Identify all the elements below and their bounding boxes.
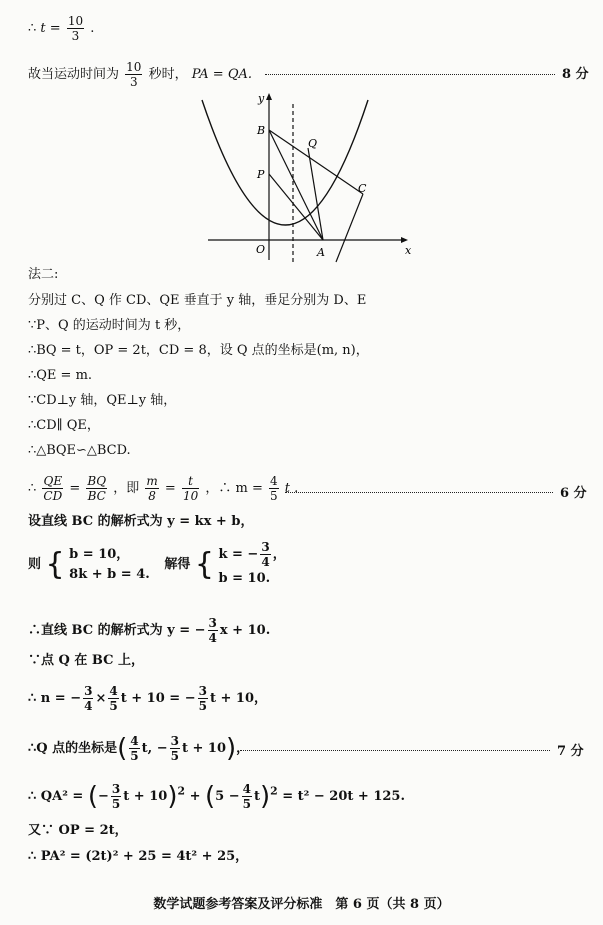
therefore-sign: ∴: [28, 21, 37, 36]
fraction-den: 3: [129, 75, 138, 89]
line-perpendicular: ∵CD⊥y 轴，QE⊥y 轴，: [28, 393, 177, 408]
comma: ，: [236, 741, 250, 756]
fraction-den: 5: [242, 797, 251, 811]
y-axis-arrow: [266, 93, 272, 100]
fraction-den: 3: [71, 29, 80, 43]
score-leader-6: [285, 492, 553, 493]
fraction-10-3: [67, 14, 84, 43]
ratio-sep-text: ，∴ m =: [205, 481, 263, 496]
fraction-3-4: [260, 540, 270, 569]
fraction-num: QE: [43, 474, 63, 488]
fraction-den: BC: [87, 489, 106, 503]
line-construct: 分别过 C、Q 作 CD、QE 垂直于 y 轴，垂足分别为 D、E: [28, 293, 367, 308]
label-A: A: [317, 246, 325, 259]
comma: ，: [272, 547, 286, 562]
equals-sign: =: [164, 481, 176, 496]
n-pre: ∴ n = −: [28, 691, 82, 706]
fraction-4-5: [269, 474, 279, 503]
fraction-3-4-b: [208, 616, 218, 645]
fraction-num: 10: [67, 14, 84, 28]
solution-b: b = 10.: [218, 571, 271, 586]
fraction-den: 8: [148, 489, 156, 503]
line-motion-time: ∵P、Q 的运动时间为 t 秒，: [28, 318, 191, 333]
fraction-num: 4: [130, 734, 139, 748]
line-t-value: [28, 14, 94, 43]
fraction-m-8: [145, 474, 158, 503]
fraction-den: 5: [270, 489, 278, 503]
q-coord-end: t + 10: [181, 741, 226, 756]
label-x: x: [405, 244, 412, 257]
equals-sign: =: [49, 21, 61, 36]
q-coord-pre: ∴Q 点的坐标是: [28, 741, 118, 756]
n-mid: t + 10 = −: [120, 691, 196, 706]
bc-expr-text: ∴直线 BC 的解析式为 y = −: [28, 623, 206, 638]
score-6: 6 分: [560, 486, 587, 501]
line-lengths: ∴BQ = t，OP = 2t，CD = 8，设 Q 点的坐标是(m, n)，: [28, 343, 369, 358]
q-coord-mid: t, −: [141, 741, 168, 756]
fraction-den: CD: [43, 489, 63, 503]
fraction-b: [108, 684, 118, 713]
right-paren: ): [260, 781, 271, 812]
fraction-num: 3: [208, 616, 217, 630]
qa-p1b: t + 10: [123, 789, 168, 804]
then-text: 则: [28, 557, 42, 572]
solve-text: 解得: [164, 557, 191, 572]
system-eq1: b = 10，: [69, 546, 130, 562]
left-brace-solution: {: [194, 546, 214, 582]
line-QE: ∴QE = m.: [28, 368, 93, 383]
line-QA-squared: [28, 782, 405, 811]
fraction-4-5-d: [242, 782, 252, 811]
fraction-num: 10: [126, 60, 142, 74]
square-sup: 2: [270, 784, 278, 798]
therefore-sign: ∴: [28, 481, 37, 496]
fraction-num: 3: [170, 734, 179, 748]
qa-p2a: 5 −: [215, 789, 240, 804]
fraction-4-5-c: [129, 734, 139, 763]
line-similar: ∴△BQE∽△BCD.: [28, 443, 131, 458]
ratio-end: t .: [284, 481, 299, 496]
line-ratio: [28, 474, 298, 503]
qa-end: = t² − 20t + 125.: [282, 789, 405, 804]
label-y: y: [258, 92, 265, 105]
line-BC-expression: [28, 616, 270, 645]
fraction-QE-CD: [42, 474, 63, 503]
fraction-num: 4: [242, 782, 251, 796]
fraction-a: [83, 684, 93, 713]
equals-sign: =: [69, 481, 81, 496]
method-two-heading: 法二:: [28, 267, 59, 282]
left-paren: (: [87, 781, 99, 812]
left-paren: (: [205, 781, 216, 812]
qa-p2b: t: [253, 789, 260, 804]
line-OP: 又∵ OP = 2t，: [28, 823, 128, 838]
left-paren: (: [117, 733, 128, 764]
right-paren: ): [226, 733, 237, 764]
fraction-10-3-b: [125, 60, 142, 89]
label-Q: Q: [308, 137, 318, 150]
plus-sign: +: [189, 789, 201, 804]
label-C: C: [358, 182, 367, 195]
square-sup: 2: [177, 784, 186, 798]
label-O: O: [256, 243, 266, 256]
fraction-num: 3: [261, 540, 270, 554]
system-solution: [218, 540, 285, 589]
line-set-BC: 设直线 BC 的解析式为 y = kx + b，: [28, 514, 254, 529]
fraction-num: t: [182, 474, 199, 489]
segment-CA: [336, 194, 363, 262]
fraction-num: 4: [270, 474, 278, 488]
fraction-num: 3: [84, 684, 93, 698]
line-n-value: [28, 684, 267, 713]
label-P: P: [257, 168, 265, 181]
system-equations: [69, 545, 150, 585]
line-Q-on-BC: ∵点 Q 在 BC 上，: [28, 653, 145, 668]
line-Q-coordinates: [28, 734, 249, 763]
right-paren: ): [167, 781, 178, 812]
fraction-3-5: [170, 734, 180, 763]
x-axis-arrow: [401, 237, 408, 243]
var-t: t: [40, 21, 46, 36]
period: .: [90, 21, 95, 36]
score-leader-7: [240, 750, 550, 751]
n-end: t + 10，: [209, 691, 268, 706]
fraction-den: 5: [198, 699, 207, 713]
fraction-den: 4: [261, 555, 270, 569]
times-sign: ×: [95, 691, 107, 706]
conclusion-math: PA = QA.: [191, 67, 253, 82]
left-brace: {: [45, 546, 65, 582]
fraction-3-5-b: [111, 782, 121, 811]
score-7: 7 分: [557, 744, 584, 759]
fraction-den: 10: [182, 489, 199, 503]
conclusion-text-a: 故当运动时间为: [28, 67, 120, 82]
solution-k: [218, 540, 285, 569]
parabola-figure: [198, 90, 418, 270]
fraction-num: m: [146, 474, 158, 488]
system-eq2: 8k + b = 4.: [69, 566, 150, 582]
fraction-den: 5: [111, 797, 121, 811]
fraction-c: [198, 684, 208, 713]
fraction-den: 4: [208, 631, 217, 645]
score-8: 8 分: [562, 67, 589, 82]
fraction-num: 3: [111, 782, 121, 796]
bc-expr-end: x + 10.: [219, 623, 271, 638]
fraction-num: 3: [198, 684, 207, 698]
fraction-num: BQ: [87, 474, 107, 488]
score-leader-8: [265, 74, 555, 75]
fraction-den: 5: [170, 749, 179, 763]
fraction-den: 5: [109, 699, 118, 713]
line-parallel: ∴CD∥ QE，: [28, 418, 100, 433]
fraction-num: 4: [109, 684, 118, 698]
conclusion-text-b: 秒时，: [148, 67, 188, 82]
qa-pre: ∴ QA² =: [28, 789, 84, 804]
solution-k-text: k = −: [218, 547, 259, 562]
fraction-den: 5: [130, 749, 139, 763]
qa-p1a: −: [98, 789, 109, 804]
fraction-BQ-BC: [86, 474, 107, 503]
fraction-t-10: [182, 474, 199, 503]
ratio-mid-text: ，即: [113, 481, 140, 496]
label-B: B: [257, 124, 266, 137]
line-conclusion: [28, 60, 252, 89]
fraction-den: 4: [84, 699, 93, 713]
page-footer: 数学试题参考答案及评分标准 第 6 页（共 8 页）: [153, 897, 450, 912]
line-system: [28, 540, 286, 589]
line-PA-squared: ∴ PA² = (2t)² + 25 = 4t² + 25，: [28, 849, 249, 864]
